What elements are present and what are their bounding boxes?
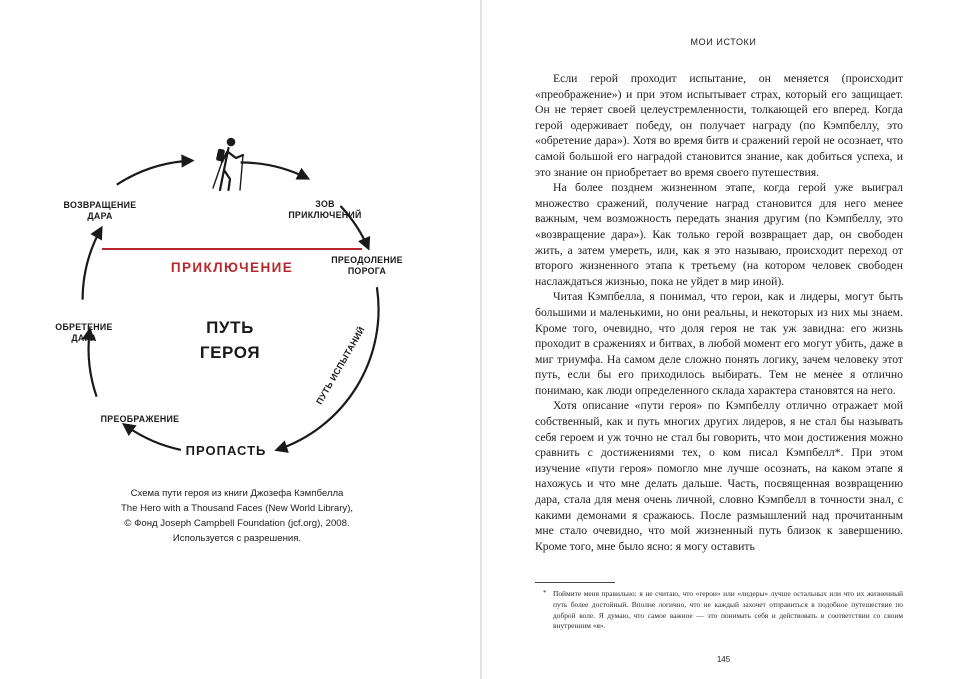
arc-call: [241, 162, 308, 178]
left-page: [0, 0, 480, 679]
footnote-mark: *: [543, 589, 547, 597]
paragraph-3: Читая Кэмпбелла, я понимал, что герои, как и лидеры, могут быть большими и маленькими, но они реальны, и некоторых из них мы знаем. Кроме того, очевидно, что доля героя не так уж завидна: его жизнь проходит в сражениях и битвах, в любой момент его могут убить, даже в миг триумфа. На самом деле сложно понять логику, зачем человеку этот путь, если бы его приходилось выбирать. Тем не менее я отлично понимаю, как люди определенного склада характера становятся на него.: [535, 290, 903, 397]
stage-threshold-line2: ПОРОГА: [347, 266, 387, 276]
stage-transformation: ПРЕОБРАЖЕНИЕ: [100, 414, 180, 424]
hero-journey-diagram: [40, 120, 420, 470]
adventure-label: ПРИКЛЮЧЕНИЕ: [170, 260, 294, 275]
arc-return: [117, 161, 192, 185]
paragraph-4: Хотя описание «пути героя» по Кэмпбеллу отлично отражает мой собственный, как и путь многих других лидеров, я не стал бы называть себя героем и уж точно не стал бы говорить, что мои достижения можно сравнить с достижениями тех, о ком писал Кэмпбелл*. При этом изучение «пути героя» помогло мне лучше осознать, на каком этапе я нахожусь и что мне делать дальше. Часть, посвященная возвращению дара, стала для меня очень личной, словно Кэмпбелл в точности знал, с какими демонами я сражаюсь. После размышлений над прочитанным мне стало очевидно, что мой жизненный путь близок к завершению. Кроме того, мне было ясно: я могу оставить: [535, 399, 903, 553]
stage-trials: ПУТЬ ИСПЫТАНИЙ: [314, 324, 367, 407]
center-title-line1: ПУТЬ: [206, 318, 254, 337]
stage-threshold-line1: ПРЕОДОЛЕНИЕ: [331, 255, 403, 265]
stage-revelation-line2: ДАРА: [71, 333, 97, 343]
footnote: [535, 589, 903, 632]
caption-line-2: The Hero with a Thousand Faces (New World Library),: [120, 503, 354, 514]
paragraph-2: На более позднем жизненном этапе, когда герой уже выиграл множество сражений, получение наград становится для него менее важным, чем возможность передать знания другим (по Кэмпбеллу, это «возвращение дара»). Как только герой возвращает дар, он свободен жить, а затем умереть, или, как я это называю, происходит переход от второго жизненного этапа к третьему (на котором человек свободен наслаждаться жизнью, пока не уйдет в мир иной).: [535, 181, 903, 288]
stage-return-line1: ВОЗВРАЩЕНИЕ: [63, 200, 137, 210]
hiker-icon: [213, 138, 243, 190]
paragraph-1: Если герой проходит испытание, он меняется (происходит «преображение») и при этом испытывает страх, который его защищает. Он не теряет своей целеустремленности, толкающей его вперед. Когда герой одерживает победу, он получает награду (по Кэмпбеллу, это «обретение дара»). Хотя во время битв и сражений герой не осознает, что самой большой его наградой становится знание, как добиться успеха, и это знание он приобретает во время своего путешествия.: [535, 72, 903, 179]
arc-trials: [277, 287, 379, 450]
figure-caption: [92, 486, 382, 546]
stage-call-line2: ПРИКЛЮЧЕНИЙ: [288, 210, 362, 220]
stage-abyss: ПРОПАСТЬ: [185, 443, 267, 458]
footnote-text: Поймите меня правильно: я не считаю, что «герои» или «лидеры» лучше остальных или что их жизненный путь более достойный. Вполне логично, что не каждый захочет отправиться в подобное путешествие по доброй воле. Я думаю, что самое важное — это понимать себя и действовать в соответствии со своим внутренним «я».: [553, 589, 903, 631]
arc-abyss: [124, 425, 181, 450]
caption-line-1: Схема пути героя из книги Джозефа Кэмпбелла: [130, 488, 344, 499]
stage-revelation-line1: ОБРЕТЕНИЕ: [55, 322, 113, 332]
arc-revelation: [83, 228, 102, 300]
footnote-rule: [535, 582, 615, 583]
running-head: МОИ ИСТОКИ: [690, 37, 757, 47]
right-page: [482, 0, 965, 679]
body-text: [535, 71, 903, 554]
caption-line-4: Используется с разрешения.: [172, 533, 302, 544]
stage-return-line2: ДАРА: [87, 211, 113, 221]
page-number: 145: [716, 655, 731, 664]
stage-call-line1: ЗОВ: [315, 199, 335, 209]
caption-line-3: © Фонд Joseph Campbell Foundation (jcf.org), 2008.: [124, 518, 350, 529]
center-title-line2: ГЕРОЯ: [199, 343, 261, 362]
